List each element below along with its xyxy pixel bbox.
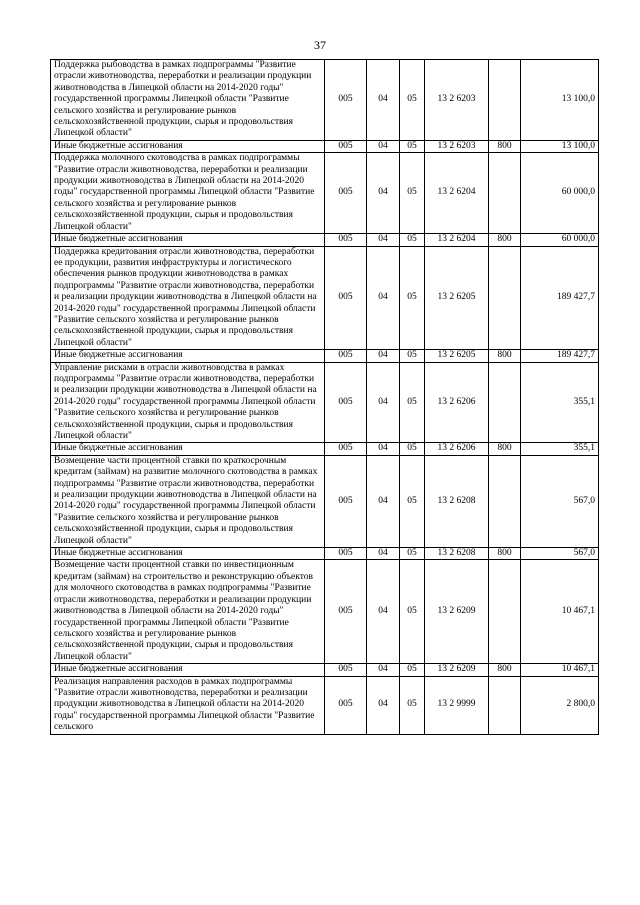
table-row <box>51 443 599 455</box>
row-name: Иные бюджетные ассигнования <box>51 548 325 560</box>
row-subsection: 05 <box>400 246 425 350</box>
table-row <box>51 548 599 560</box>
row-target-article: 13 2 6208 <box>425 548 489 560</box>
row-expense-type: 800 <box>489 443 521 455</box>
row-target-article: 13 2 6209 <box>425 560 489 664</box>
row-name: Иные бюджетные ассигнования <box>51 350 325 362</box>
row-target-article: 13 2 6204 <box>425 234 489 246</box>
row-expense-type: 800 <box>489 664 521 676</box>
page-number: 37 <box>314 38 326 52</box>
row-grbs: 005 <box>325 560 367 664</box>
row-sum: 189 427,7 <box>521 246 599 350</box>
row-section: 04 <box>367 246 400 350</box>
row-grbs: 005 <box>325 350 367 362</box>
table-row <box>51 362 599 443</box>
row-target-article: 13 2 6203 <box>425 60 489 141</box>
row-name: Возмещение части процентной ставки по краткосрочным кредитам (займам) на развитие молочного скотоводства в рамках подпрограммы "Развитие отрасли животноводства, переработки и реализации продукции животноводства в Липецкой области на 2014-2020 годы" государственной программы Липецкой области "Развитие сельского хозяйства и регулирование рынков сельскохозяйственной продукции, сырья и продовольствия Липецкой области" <box>51 455 325 547</box>
row-sum: 567,0 <box>521 548 599 560</box>
row-grbs: 005 <box>325 246 367 350</box>
row-name: Иные бюджетные ассигнования <box>51 140 325 152</box>
row-target-article: 13 2 6203 <box>425 140 489 152</box>
row-name: Поддержка кредитования отрасли животноводства, переработки ее продукции, развития инфраструктуры и логистического обеспечения рынков продукции животноводства в рамках подпрограммы "Развитие отрасли животноводства, переработки и реализации продукции животноводства в Липецкой области на 2014-2020 годы" государственной программы Липецкой области "Развитие сельского хозяйства и регулирование рынков сельскохозяйственной продукции, сырья и продовольствия Липецкой области" <box>51 246 325 350</box>
row-subsection: 05 <box>400 560 425 664</box>
row-section: 04 <box>367 664 400 676</box>
row-expense-type <box>489 153 521 234</box>
row-section: 04 <box>367 362 400 443</box>
row-section: 04 <box>367 455 400 547</box>
row-section: 04 <box>367 153 400 234</box>
table-row <box>51 664 599 676</box>
row-section: 04 <box>367 350 400 362</box>
table-row <box>51 60 599 141</box>
row-subsection: 05 <box>400 443 425 455</box>
row-sum: 60 000,0 <box>521 153 599 234</box>
row-expense-type <box>489 676 521 734</box>
budget-table <box>50 59 599 735</box>
row-grbs: 005 <box>325 548 367 560</box>
row-target-article: 13 2 6206 <box>425 443 489 455</box>
row-sum: 10 467,1 <box>521 560 599 664</box>
row-grbs: 005 <box>325 455 367 547</box>
row-subsection: 05 <box>400 153 425 234</box>
table-row <box>51 455 599 547</box>
row-expense-type: 800 <box>489 140 521 152</box>
row-target-article: 13 2 6209 <box>425 664 489 676</box>
table-row <box>51 560 599 664</box>
table-row <box>51 153 599 234</box>
row-subsection: 05 <box>400 455 425 547</box>
row-section: 04 <box>367 234 400 246</box>
row-sum: 355,1 <box>521 443 599 455</box>
row-subsection: 05 <box>400 234 425 246</box>
row-grbs: 005 <box>325 140 367 152</box>
row-section: 04 <box>367 443 400 455</box>
row-expense-type: 800 <box>489 234 521 246</box>
table-row <box>51 234 599 246</box>
table-row <box>51 350 599 362</box>
row-sum: 567,0 <box>521 455 599 547</box>
row-target-article: 13 2 6208 <box>425 455 489 547</box>
table-row <box>51 246 599 350</box>
row-target-article: 13 2 9999 <box>425 676 489 734</box>
row-name: Иные бюджетные ассигнования <box>51 234 325 246</box>
row-grbs: 005 <box>325 60 367 141</box>
row-target-article: 13 2 6204 <box>425 153 489 234</box>
row-name: Иные бюджетные ассигнования <box>51 664 325 676</box>
row-sum: 13 100,0 <box>521 60 599 141</box>
row-expense-type <box>489 455 521 547</box>
row-subsection: 05 <box>400 362 425 443</box>
row-subsection: 05 <box>400 60 425 141</box>
row-grbs: 005 <box>325 234 367 246</box>
table-row <box>51 676 599 734</box>
row-sum: 13 100,0 <box>521 140 599 152</box>
row-grbs: 005 <box>325 153 367 234</box>
row-target-article: 13 2 6206 <box>425 362 489 443</box>
row-subsection: 05 <box>400 548 425 560</box>
row-expense-type <box>489 560 521 664</box>
row-subsection: 05 <box>400 140 425 152</box>
row-sum: 10 467,1 <box>521 664 599 676</box>
table-row <box>51 140 599 152</box>
row-sum: 189 427,7 <box>521 350 599 362</box>
row-subsection: 05 <box>400 664 425 676</box>
row-expense-type <box>489 362 521 443</box>
row-sum: 60 000,0 <box>521 234 599 246</box>
row-sum: 2 800,0 <box>521 676 599 734</box>
row-name: Поддержка молочного скотоводства в рамках подпрограммы "Развитие отрасли животноводства, переработки и реализации продукции животноводства в Липецкой области на 2014-2020 годы" государственной программы Липецкой области "Развитие сельского хозяйства и регулирование рынков сельскохозяйственной продукции, сырья и продовольствия Липецкой области" <box>51 153 325 234</box>
row-name: Возмещение части процентной ставки по инвестиционным кредитам (займам) на строительство и реконструкцию объектов для молочного скотоводства в рамках подпрограммы "Развитие отрасли животноводства, переработки и реализации продукции животноводства в Липецкой области на 2014-2020 годы" государственной программы Липецкой области "Развитие сельского хозяйства и регулирование рынков сельскохозяйственной продукции, сырья и продовольствия Липецкой области" <box>51 560 325 664</box>
row-target-article: 13 2 6205 <box>425 246 489 350</box>
row-grbs: 005 <box>325 676 367 734</box>
row-expense-type: 800 <box>489 350 521 362</box>
row-expense-type <box>489 246 521 350</box>
row-grbs: 005 <box>325 362 367 443</box>
row-sum: 355,1 <box>521 362 599 443</box>
row-name: Поддержка рыбоводства в рамках подпрограммы "Развитие отрасли животноводства, переработки и реализации продукции животноводства в Липецкой области на 2014-2020 годы" государственной программы Липецкой области "Развитие сельского хозяйства и регулирование рынков сельскохозяйственной продукции, сырья и продовольствия Липецкой области" <box>51 60 325 141</box>
row-expense-type <box>489 60 521 141</box>
row-grbs: 005 <box>325 664 367 676</box>
row-section: 04 <box>367 60 400 141</box>
row-section: 04 <box>367 140 400 152</box>
row-subsection: 05 <box>400 676 425 734</box>
row-expense-type: 800 <box>489 548 521 560</box>
row-name: Реализация направления расходов в рамках подпрограммы "Развитие отрасли животноводства, переработки и реализации продукции животноводства в Липецкой области на 2014-2020 годы" государственной программы Липецкой области "Развитие сельского <box>51 676 325 734</box>
row-grbs: 005 <box>325 443 367 455</box>
row-section: 04 <box>367 548 400 560</box>
row-subsection: 05 <box>400 350 425 362</box>
row-section: 04 <box>367 560 400 664</box>
row-section: 04 <box>367 676 400 734</box>
row-name: Иные бюджетные ассигнования <box>51 443 325 455</box>
row-target-article: 13 2 6205 <box>425 350 489 362</box>
row-name: Управление рисками в отрасли животноводства в рамках подпрограммы "Развитие отрасли животноводства, переработки и реализации продукции животноводства в Липецкой области на 2014-2020 годы" государственной программы Липецкой области "Развитие сельского хозяйства и регулирование рынков сельскохозяйственной продукции, сырья и продовольствия Липецкой области" <box>51 362 325 443</box>
